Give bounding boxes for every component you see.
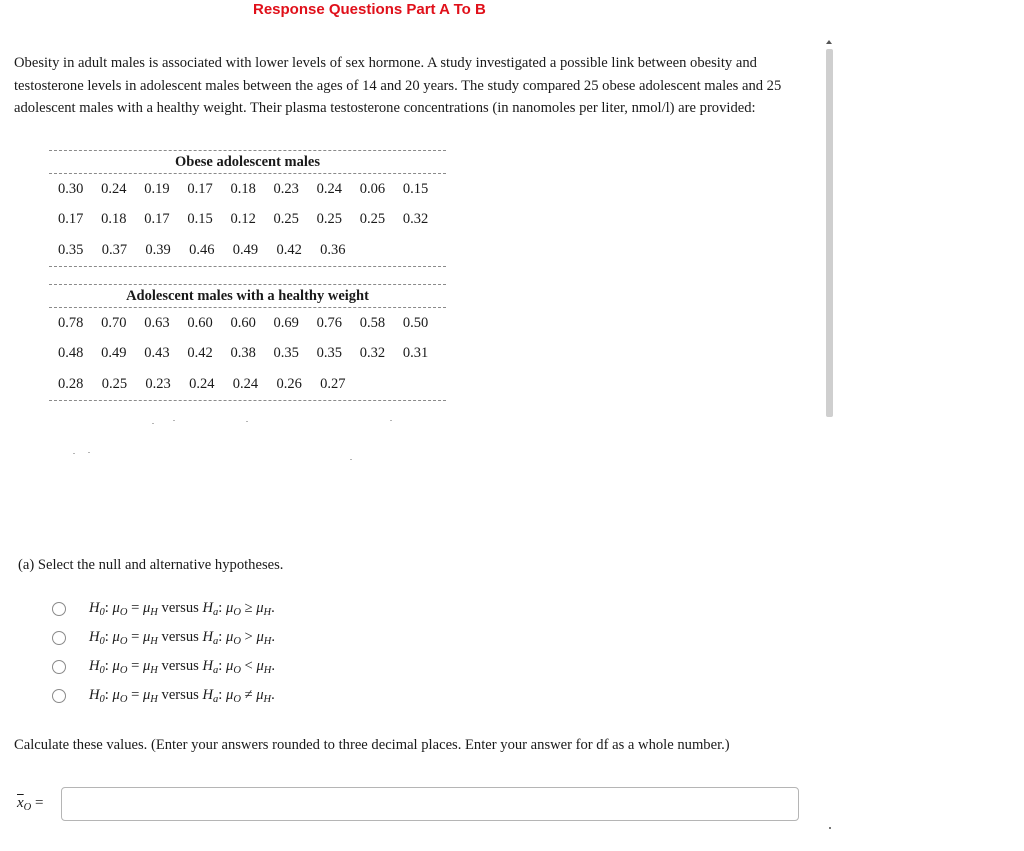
speck (173, 420, 175, 421)
table-cell: 0.15 (187, 211, 213, 228)
table-cell: 0.42 (187, 345, 213, 362)
scroll-down-arrow-icon[interactable] (829, 827, 831, 829)
hypothesis-options (52, 594, 275, 710)
page-title: Response Questions Part A To B (253, 1, 486, 18)
table-cell: 0.30 (58, 180, 84, 197)
table-cell: 0.24 (232, 375, 259, 392)
table-cell: 0.35 (273, 345, 299, 362)
healthy-table-heading: Adolescent males with a healthy weight (126, 288, 369, 304)
scroll-up-arrow-icon[interactable] (826, 40, 832, 44)
table-cell: 0.25 (273, 211, 299, 228)
table-row (49, 174, 446, 205)
table-cell: 0.23 (145, 375, 171, 392)
table-cell: 0.49 (101, 345, 127, 362)
table-rule (49, 266, 446, 267)
table-cell: 0.42 (276, 241, 302, 258)
obese-table-heading: Obese adolescent males (175, 154, 320, 170)
table-cell: 0.60 (187, 314, 213, 331)
table-row (49, 369, 446, 400)
healthy-data-table (49, 284, 446, 401)
table-cell: 0.38 (230, 345, 256, 362)
table-cell: 0.37 (101, 241, 128, 258)
scroll-thumb[interactable] (826, 49, 833, 417)
hypothesis-option[interactable] (52, 681, 275, 710)
table-cell: 0.70 (101, 314, 127, 331)
table-cell: 0.26 (276, 375, 302, 392)
scrollbar[interactable] (823, 40, 835, 840)
table-cell: 0.69 (273, 314, 299, 331)
table-cell: 0.12 (230, 211, 256, 228)
table-cell: 0.31 (402, 345, 429, 362)
table-cell: 0.50 (402, 314, 429, 331)
hypothesis-text: $H_0$: $\mu_O = \mu_H$ versus $H_a$: $\mu_O < \mu_H$. (89, 657, 276, 676)
table-cell: 0.17 (187, 180, 213, 197)
xbar-o-row (17, 787, 799, 821)
table-cell: 0.18 (101, 211, 127, 228)
speck (88, 452, 90, 453)
healthy-table-rows (49, 308, 446, 400)
table-row (49, 339, 446, 370)
table-cell: 0.23 (273, 180, 299, 197)
speck (152, 423, 154, 424)
hypothesis-option[interactable] (52, 623, 275, 652)
table-cell: 0.39 (145, 241, 171, 258)
table-cell: 0.32 (402, 211, 429, 228)
table-rule (49, 400, 446, 401)
table-cell: 0.25 (316, 211, 343, 228)
table-cell: 0.48 (58, 345, 84, 362)
speck (350, 459, 352, 460)
obese-table-rows (49, 174, 446, 266)
xbar-o-input[interactable] (61, 787, 799, 821)
table-cell: 0.24 (189, 375, 215, 392)
table-cell: 0.24 (101, 180, 127, 197)
speck (390, 420, 392, 421)
table-cell: 0.78 (58, 314, 84, 331)
radio-button[interactable] (52, 689, 66, 703)
hypothesis-option[interactable] (52, 594, 275, 623)
table-row (49, 205, 446, 236)
table-cell: 0.25 (101, 375, 128, 392)
table-cell: 0.28 (58, 375, 84, 392)
speck (73, 453, 75, 454)
table-row (49, 235, 446, 266)
table-cell: 0.15 (402, 180, 429, 197)
hypothesis-text: $H_0$: $\mu_O = \mu_H$ versus $H_a$: $\mu_O \ne \mu_H$. (89, 686, 275, 705)
table-cell: 0.35 (316, 345, 343, 362)
table-cell: 0.25 (359, 211, 386, 228)
table-cell: 0.35 (58, 241, 84, 258)
intro-paragraph: Obesity in adult males is associated with lower levels of sex hormone. A study investigated a possible link between obesity and testosterone levels in adolescent males between the ages of 14 and 20 years. The study compared 25 obese adolescent males and 25 adolescent males with a healthy weight. Their plasma testosterone concentrations (in nanomoles per liter, nmol/l) are provided: (14, 55, 782, 116)
question-a: (a) Select the null and alternative hypotheses. (18, 557, 284, 573)
table-cell: 0.49 (232, 241, 259, 258)
hypothesis-text: $H_0$: $\mu_O = \mu_H$ versus $H_a$: $\mu_O \ge \mu_H$. (89, 599, 275, 618)
table-cell: 0.43 (144, 345, 170, 362)
table-cell: 0.17 (58, 211, 84, 228)
table-cell: 0.46 (189, 241, 215, 258)
table-cell: 0.58 (359, 314, 386, 331)
radio-button[interactable] (52, 660, 66, 674)
table-cell: 0.06 (359, 180, 386, 197)
speck (246, 421, 248, 422)
table-cell: 0.76 (316, 314, 343, 331)
radio-button[interactable] (52, 602, 66, 616)
obese-data-table (49, 150, 446, 267)
table-cell: 0.32 (359, 345, 386, 362)
table-cell: 0.36 (320, 241, 346, 258)
table-cell: 0.63 (144, 314, 170, 331)
table-cell: 0.19 (144, 180, 170, 197)
table-cell: 0.27 (320, 375, 346, 392)
table-cell: 0.24 (316, 180, 343, 197)
radio-button[interactable] (52, 631, 66, 645)
hypothesis-option[interactable] (52, 652, 275, 681)
instructions: Calculate these values. (Enter your answers rounded to three decimal places. Enter your answer for df as a whole number.) (14, 737, 730, 753)
xbar-o-label: $\overline{x}_O$ = (17, 795, 44, 813)
table-cell: 0.18 (230, 180, 256, 197)
table-row (49, 308, 446, 339)
table-cell: 0.60 (230, 314, 256, 331)
hypothesis-text: $H_0$: $\mu_O = \mu_H$ versus $H_a$: $\mu_O > \mu_H$. (89, 628, 276, 647)
table-cell: 0.17 (144, 211, 170, 228)
